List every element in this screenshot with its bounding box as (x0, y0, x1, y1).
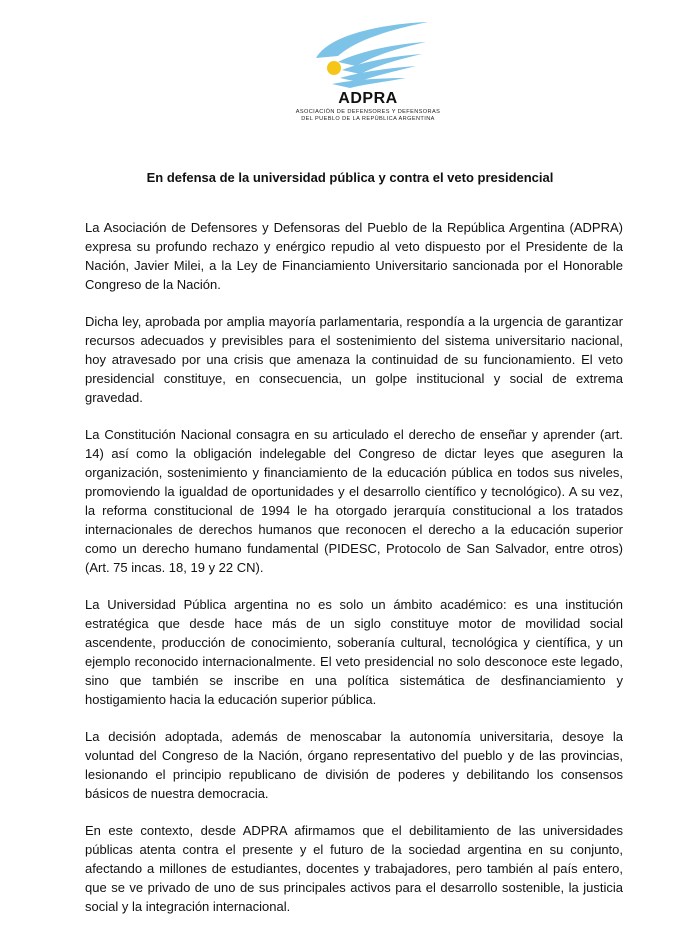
paragraph: La Constitución Nacional consagra en su articulado el derecho de enseñar y aprender (art. 14) así como la obligación indelegable del Congreso de dictar leyes que aseguren la organización, sostenimiento y financiamiento de la educación pública en todos sus niveles, promoviendo la igualdad de oportunidades y el desarrollo científico y tecnológico). A su vez, la reforma constitucional de 1994 le ha otorgado jerarquía constitucional a los tratados internacionales de derechos humanos que reconocen el derecho a la educación superior como un derecho humano fundamental (PIDESC, Protocolo de San Salvador, entre otros) (Art. 75 incas. 18, 19 y 22 CN). (85, 427, 623, 575)
paragraph: La decisión adoptada, además de menoscabar la autonomía universitaria, desoye la voluntad del Congreso de la Nación, órgano representativo del pueblo y de las provincias, lesionando el principio republicano de división de poderes y debilitando los consensos básicos de nuestra democracia. (85, 729, 623, 801)
paragraph: Dicha ley, aprobada por amplia mayoría parlamentaria, respondía a la urgencia de garantizar recursos adecuados y previsibles para el sostenimiento del sistema universitario nacional, hoy atravesado por una crisis que amenaza la continuidad de su funcionamiento. El veto presidencial constituye, en consecuencia, un golpe institucional y social de extrema gravedad. (85, 314, 623, 405)
adpra-logo (268, 18, 468, 122)
logo-name: ADPRA (338, 90, 398, 107)
logo-subtitle-line2: DEL PUEBLO DE LA REPÚBLICA ARGENTINA (301, 116, 435, 122)
paragraph: La Asociación de Defensores y Defensoras del Pueblo de la República Argentina (ADPRA) expresa su profundo rechazo y enérgico repudio al veto dispuesto por el Presidente de la Nación, Javier Milei, a la Ley de Financiamiento Universitario sancionada por el Honorable Congreso de la Nación. (85, 220, 623, 292)
paragraph: En este contexto, desde ADPRA afirmamos que el debilitamiento de las universidades públicas atenta contra el presente y el futuro de la sociedad argentina en su conjunto, afectando a millones de estudiantes, docentes y trabajadores, pero también al país entero, que se ve privado de uno de sus principales activos para el desarrollo sostenible, la justicia social y la integración internacional. (85, 823, 623, 914)
document-title: En defensa de la universidad pública y contra el veto presidencial (146, 170, 554, 185)
document-body (85, 218, 623, 934)
paragraph: La Universidad Pública argentina no es solo un ámbito académico: es una institución estratégica que desde hace más de un siglo constituye motor de movilidad social ascendente, producción de conocimiento, soberanía cultural, tecnológica y científica, y un ejemplo reconocido internacionalmente. El veto presidencial no solo desconoce este legado, sino que también se inscribe en una política sistemática de desfinanciamiento y hostigamiento hacia la educación superior pública. (85, 597, 623, 707)
logo-subtitle-line1: ASOCIACIÓN DE DEFENSORES Y DEFENSORAS (295, 109, 441, 115)
wing-sun-emblem-icon (298, 18, 438, 90)
